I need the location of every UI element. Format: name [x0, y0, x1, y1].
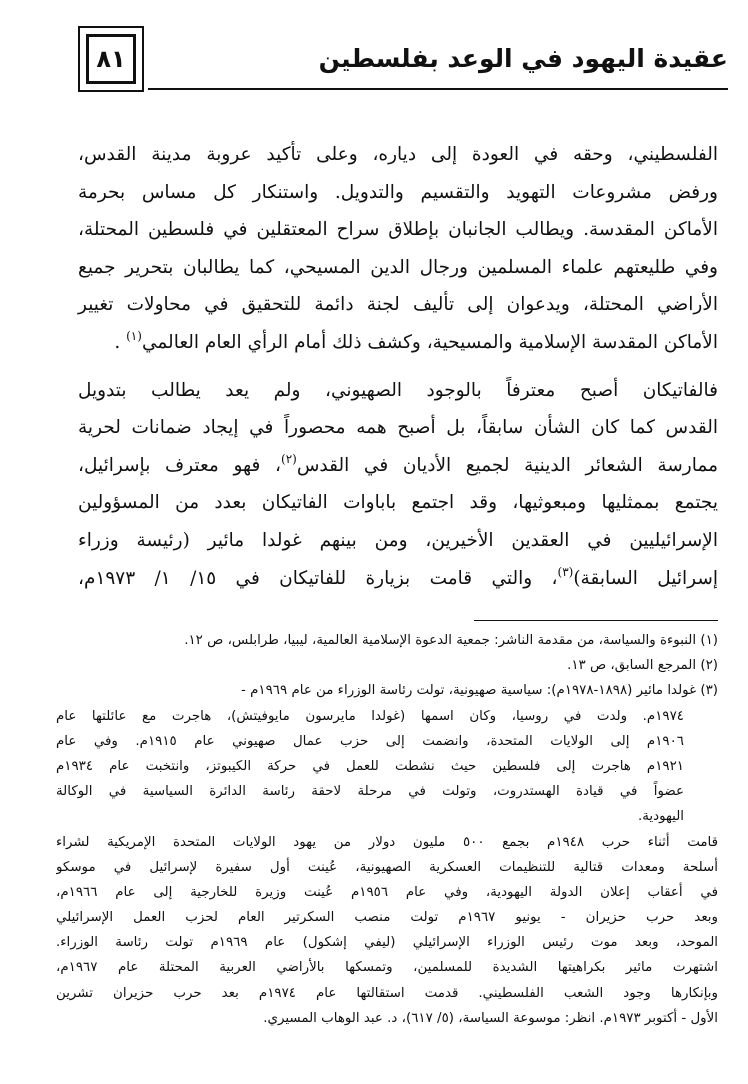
- footnote-line: وبعد حرب حزيران - يونيو ١٩٦٧م تولت منصب السكرتير العام لحزب العمل الإسرائيلي: [56, 910, 718, 926]
- page-number: ٨١: [86, 34, 136, 84]
- footnote-line: اشتهرت مائير بكراهيتها الشديدة للمسلمين، وتمسكها بالأراضي العربية المحتلة عام ١٩٦٧م،: [56, 960, 718, 976]
- footnote-line: وبإنكارها وجود الشعب الفلسطيني. قدمت استقالتها عام ١٩٧٤م بعد حرب حزيران تشرين: [56, 985, 718, 1001]
- footnote-line: أسلحة ومعدات قتالية للتنظيمات العسكرية الصهيونية، عُينت أول سفيرة لإسرائيل في موسكو: [56, 859, 718, 875]
- footnote-separator: [474, 620, 718, 621]
- text-line: فالفاتيكان أصبح معترفاً بالوجود الصهيوني، ولم يعد يطالب بتدويل: [78, 379, 718, 401]
- text-line: وفي طليعتهم علماء المسلمين ورجال الدين المسيحي، كما يطالبان بتحرير جميع: [78, 256, 718, 278]
- text-line: ورفض مشروعات التهويد والتقسيم والتدويل. واستنكار كل مساس بحرمة: [78, 181, 718, 203]
- text-line: الفلسطيني، وحقه في العودة إلى دياره، وعلى تأكيد عروبة مدينة القدس،: [78, 144, 718, 165]
- page-header: [78, 26, 728, 102]
- footnote-line: (٢) المرجع السابق، ص ١٣.: [567, 658, 718, 674]
- footnote-line: الأول - أكتوبر ١٩٧٣م. انظر: موسوعة السياسة، (٥/ ٦١٧)، د. عبد الوهاب المسيري.: [263, 1010, 718, 1026]
- header-rule: [148, 88, 728, 90]
- main-text: [78, 136, 718, 597]
- footnote-line: (١) النبوءة والسياسة، من مقدمة الناشر: جمعية الدعوة الإسلامية العالمية، ليبيا، طرابلس، ص ١٢.: [184, 633, 718, 648]
- footnote-line: الموحد، وبعد موت رئيس الوزراء الإسرائيلي (ليفي إشكول) عام ١٩٦٩م تولت رئاسة الوزراء.: [56, 935, 718, 951]
- footnote-line: اليهودية.: [637, 809, 684, 825]
- text-line: القدس كما كان الشأن سابقاً، بل أصبح همه محصوراً في إيجاد ضمانات لحرية: [78, 417, 718, 439]
- text-line: الإسرائيليين في العقدين الأخيرين، ومن بينهم غولدا مائير (رئيسة وزراء: [78, 529, 718, 551]
- page-number-frame: [78, 26, 144, 92]
- text-line: الأماكن المقدسة. ويطالب الجانبان بإطلاق سراح المعتقلين في فلسطين المحتلة،: [78, 219, 718, 241]
- running-title: عقيدة اليهود في الوعد بفلسطين: [318, 44, 728, 73]
- text-line: [78, 447, 718, 485]
- footnote-line: (٣) غولدا مائير (١٨٩٨-١٩٧٨م): سياسية صهيونية، تولت رئاسة الوزراء من عام ١٩٦٩م -: [241, 683, 718, 699]
- footnote-ref: (١): [126, 328, 142, 343]
- text-segment: .: [114, 331, 121, 353]
- paragraph-gap: [78, 362, 718, 372]
- text-segment: ، فهو معترف بإسرائيل،: [78, 454, 282, 476]
- footnote-line: عضواً في قيادة الهستدروت، وتولت في مرحلة لاحقة رئاسة الدائرة السياسية في الوكالة: [56, 784, 684, 800]
- footnote-ref: (٢): [281, 451, 297, 466]
- text-segment: الأماكن المقدسة الإسلامية والمسيحية، وكشف ذلك أمام الرأي العام العالمي: [141, 331, 718, 353]
- text-line: [78, 560, 718, 598]
- footnote-line: ١٩٠٦م إلى الولايات المتحدة، وانضمت إلى حزب عمال صهيوني عام ١٩١٥م. وفي عام: [56, 733, 684, 749]
- footnote-line: ١٩٧٤م. ولدت في روسيا، وكان اسمها (غولدا مايرسون مايوفيتش)، هاجرت مع عائلتها عام: [56, 708, 684, 724]
- text-segment: إسرائيل السابقة): [573, 567, 718, 589]
- footnotes: [56, 628, 718, 1031]
- footnote-line: في أعقاب إعلان الدولة اليهودية، وفي عام ١٩٥٦م عُينت وزيرة للخارجية إلى عام ١٩٦٦م،: [56, 884, 718, 900]
- text-line: يجتمع بممثليها ومبعوثيها، وقد اجتمع باباوات الفاتيكان بعدد من المسؤولين: [78, 492, 718, 514]
- text-line: [78, 324, 718, 362]
- footnote-line: ١٩٢١م هاجرت إلى فلسطين حيث نشطت للعمل في حركة الكيبوتز، وانتخبت عام ١٩٣٤م: [56, 758, 684, 774]
- footnote-line: قامت أثناء حرب ١٩٤٨م بجمع ٥٠٠ مليون دولار من يهود الولايات المتحدة الإمريكية لشراء: [56, 834, 718, 850]
- footnote-ref: (٣): [557, 564, 574, 579]
- text-segment: ، والتي قامت بزيارة للفاتيكان في ١٥/ ١/ ١٩٧٣م،: [78, 567, 558, 589]
- text-segment: ممارسة الشعائر الدينية لجميع الأديان في القدس: [296, 454, 718, 476]
- text-line: الأراضي المحتلة، ويدعوان إلى تأليف لجنة دائمة للتحقيق في محاولات تغيير: [78, 294, 718, 316]
